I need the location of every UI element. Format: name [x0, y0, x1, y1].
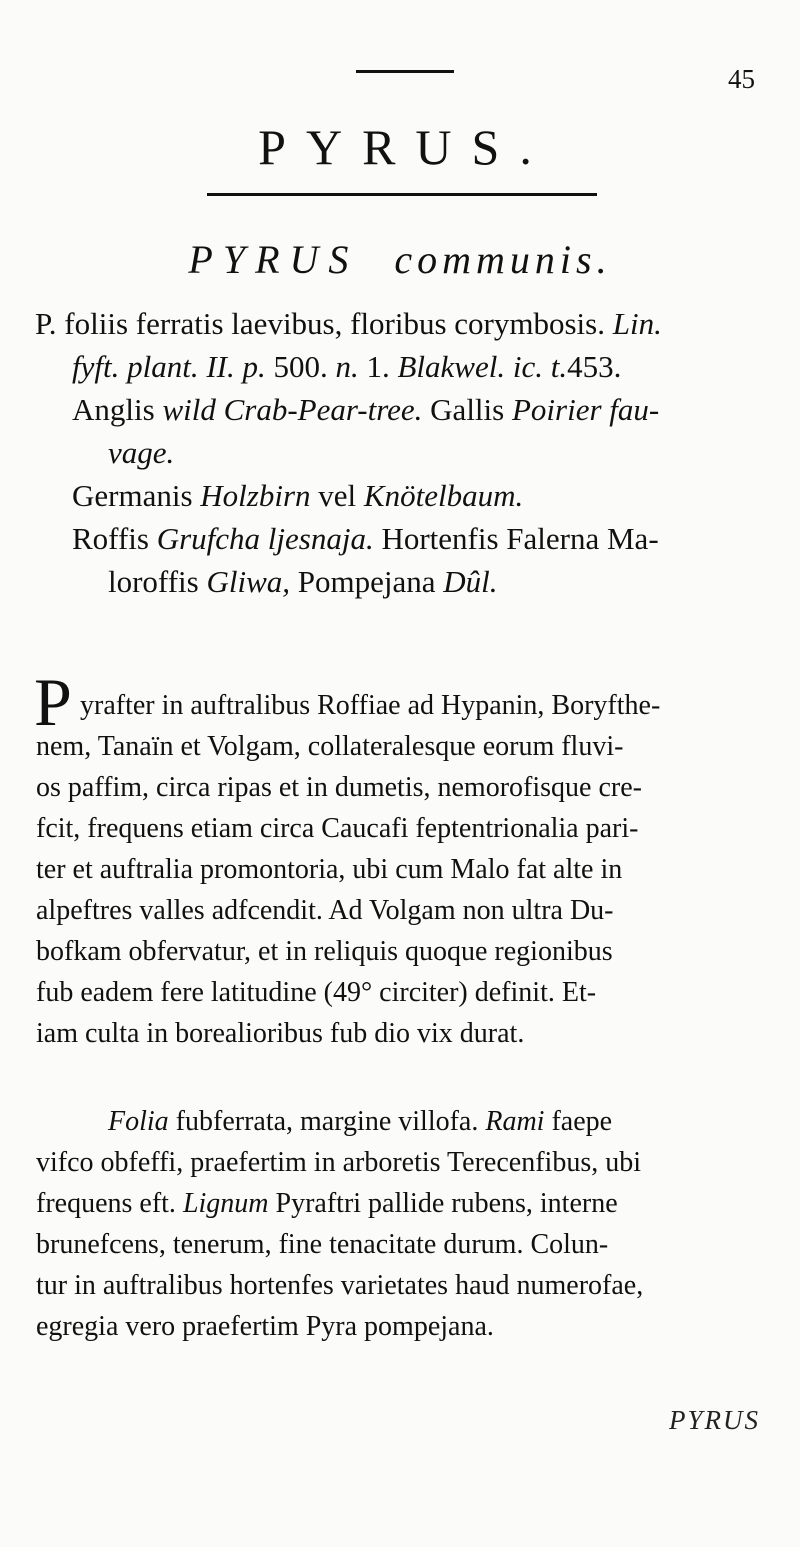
text-line: iam culta in borealioribus fub dio vix durat. — [36, 1018, 525, 1049]
text-run: Gallis — [422, 392, 512, 427]
text-run: 1. — [358, 349, 398, 384]
text-run: Germanis — [72, 478, 201, 513]
text-run: vel — [310, 478, 364, 513]
text-run: egregia vero praefertim Pyra pompejana. — [36, 1311, 494, 1342]
text-run: Gliwa, — [206, 564, 290, 599]
genus-name: PYRUS — [188, 237, 359, 282]
text-run: Dûl. — [443, 564, 498, 599]
text-line: nem, Tanaïn et Volgam, collateralesque eorum fluvi- — [36, 731, 624, 762]
text-line — [36, 1270, 643, 1302]
text-run: P. foliis ferratis laevibus, floribus corymbosis. — [35, 306, 613, 341]
text-line — [36, 1147, 641, 1179]
page-number: 45 — [728, 64, 755, 94]
synopsis-line — [108, 431, 174, 474]
text-run: vage. — [108, 435, 175, 470]
text-run: Pyraftri pallide rubens, interne — [268, 1188, 618, 1219]
text-line: bofkam obfervatur, et in reliquis quoque regionibus — [36, 936, 613, 967]
text-run: 453. — [567, 349, 622, 384]
text-run: Anglis — [72, 392, 163, 427]
text-run: Folia — [108, 1106, 169, 1137]
text-run: Roffis — [72, 521, 157, 556]
text-line: yrafter in auftralibus Roffiae ad Hypanin, Boryfthe- — [80, 690, 661, 721]
text-run: Lignum — [182, 1188, 269, 1219]
species-heading — [0, 236, 800, 283]
text-line — [108, 1106, 612, 1138]
drop-cap: P — [34, 664, 72, 740]
text-run: 500. — [273, 349, 336, 384]
text-line — [36, 1188, 618, 1220]
text-run: Grufcha ljesnaja. — [156, 521, 374, 556]
text-run: Knötelbaum. — [363, 478, 524, 513]
text-line: fcit, frequens etiam circa Caucafi feptentrionalia pari- — [36, 813, 639, 844]
text-run: Blakwel. ic. t. — [397, 349, 568, 384]
text-run: n. — [335, 349, 359, 384]
header-rule-short — [356, 70, 454, 73]
text-run: tur in auftralibus hortenfes varietates haud numerofae, — [36, 1270, 644, 1301]
text-run: Poirier fau- — [511, 392, 660, 427]
text-run: Lin. — [612, 306, 662, 341]
title-rule — [207, 193, 597, 196]
text-line — [36, 1229, 608, 1261]
text-run: faepe — [544, 1106, 613, 1137]
text-line: alpeftres valles adfcendit. Ad Volgam non ultra Du- — [36, 895, 614, 926]
text-run: Rami — [485, 1106, 545, 1137]
text-run: fubferrata, margine villofa. — [168, 1106, 486, 1137]
text-line: os paffim, circa ripas et in dumetis, nemorofisque cre- — [36, 772, 642, 803]
text-run: wild Crab-Pear-tree. — [162, 392, 423, 427]
text-line: ter et auftralia promontoria, ubi cum Malo fat alte in — [36, 854, 623, 885]
text-run: Pompejana — [290, 564, 444, 599]
text-line: fub eadem fere latitudine (49° circiter) definit. Et- — [36, 977, 597, 1008]
text-run: Holzbirn — [200, 478, 311, 513]
text-run: fyft. plant. II. p. — [72, 349, 274, 384]
synopsis-line — [72, 517, 659, 560]
synopsis-line — [35, 302, 662, 345]
synopsis-line — [72, 388, 659, 431]
text-run: Hortenfis Falerna Ma- — [373, 521, 659, 556]
text-line — [36, 1311, 494, 1343]
text-run: vifco obfeffi, praefertim in arboretis Terecenfibus, ubi — [36, 1147, 641, 1178]
text-run: frequens eft. — [36, 1188, 183, 1219]
page-title: PYRUS. — [258, 119, 552, 175]
text-run: brunefcens, tenerum, fine tenacitate durum. Colun- — [36, 1229, 609, 1260]
catchword: PYRUS — [669, 1405, 760, 1435]
species-epithet: communis. — [394, 237, 612, 282]
synopsis-line — [72, 474, 523, 517]
text-run: loroffis — [108, 564, 207, 599]
synopsis-line — [108, 560, 498, 603]
synopsis-line — [72, 345, 621, 388]
